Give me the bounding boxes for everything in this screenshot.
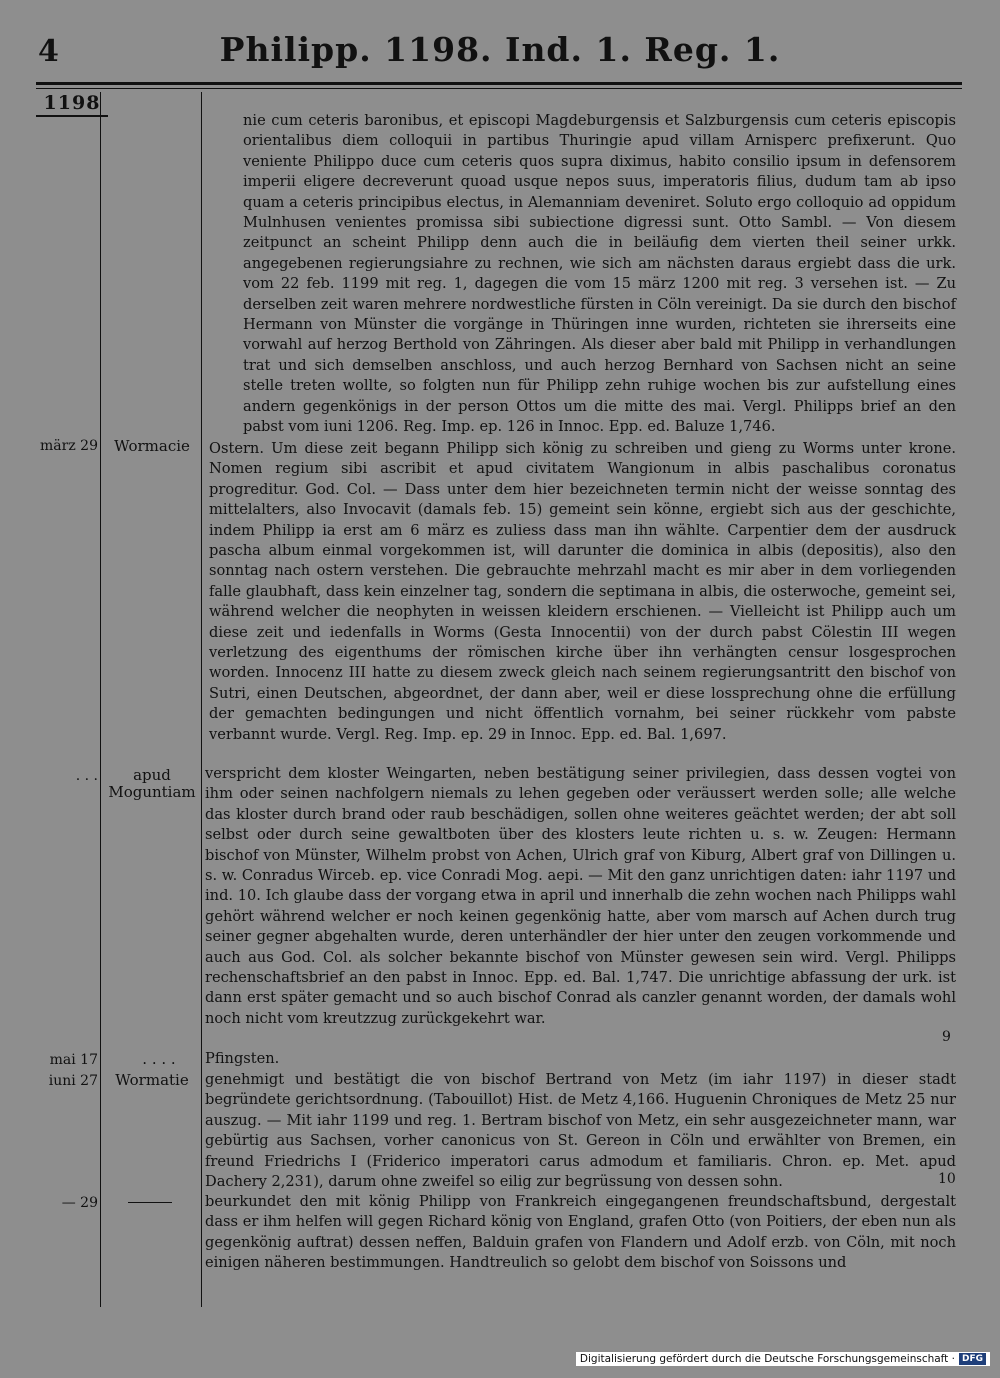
header-rule-thin bbox=[36, 88, 962, 89]
entry-text: Pfingsten. bbox=[205, 1050, 280, 1067]
entry-text-block bbox=[209, 439, 956, 745]
entry-text-block bbox=[205, 1070, 956, 1192]
running-title: Philipp. 1198. Ind. 1. Reg. 1. bbox=[219, 30, 781, 69]
entry-text-block bbox=[205, 1049, 956, 1069]
entry-place: Wormatie bbox=[115, 1071, 189, 1089]
entry-date: mai 17 bbox=[49, 1052, 98, 1068]
page-header bbox=[0, 30, 1000, 78]
entry-place: . . . . bbox=[142, 1050, 176, 1068]
entry-number: 10 bbox=[938, 1171, 956, 1187]
entry-continuation bbox=[243, 111, 956, 438]
entry-date: . . . bbox=[75, 768, 98, 784]
page-number: 4 bbox=[38, 34, 59, 69]
column-divider-place bbox=[201, 92, 202, 1307]
entry-date: märz 29 bbox=[40, 438, 98, 454]
entry-number: 9 bbox=[942, 1029, 951, 1045]
entry-text: genehmigt und bestätigt die von bischof Bertrand von Metz (im iahr 1197) in dieser stadt begründete gerichtsordnung. (Tabouillot) Hist. de Metz 4,166. Huguenin Chroniques de Metz 25 nur auszug. — Mit iahr 1199 und reg. 1. Bertram bischof von Metz, ein sehr ausgezeichneter mann, war gebürtig aus Sachsen, vorher canonicus von St. Gereon in Cöln und erwählter von Bremen, ein freund Friedrichs I (Friderico imperatori carus admodum et familiaris. Chron. ep. Met. apud Dachery 2,231), darum ohne zweifel so eilig zur begrüssung von dessen sohn. bbox=[205, 1071, 956, 1191]
header-rule-thick bbox=[36, 82, 962, 85]
entry-text: nie cum ceteris baronibus, et episcopi Magdeburgensis et Salzburgensis cum ceteris episcopis orientalibus diem colloquii in partibus Thuringie apud villam Arnisperc prefixerunt. Quo veniente Philippo duce cum ceteris quos supra diximus, habito consilio ipsum in defensorem imperii eligere decreverunt quoad usque nepos suus, imperatoris filius, dudum tam ab ipso quam a ceteris principibus electus, in Alemanniam deveniret. Soluto ergo colloquio ad oppidum Mulnhusen venientes promissa sibi subiectione digressi sunt. Otto Sambl. — Von diesem zeitpunct an scheint Philipp denn auch die in beiläufig dem vierten theil seiner urkk. angegebenen regierungsiahre zu rechnen, wie sich am nächsten daraus ergiebt dass die urk. vom 22 feb. 1199 mit reg. 1, dagegen die vom 15 märz 1200 mit reg. 3 versehen ist. — Zu derselben zeit waren mehrere nordwestliche fürsten in Cöln vereinigt. Da sie durch den bischof Hermann von Münster die vorgänge in Thüringen inne wurden, richteten sie ihrerseits eine vorwahl auf herzog Berthold von Zähringen. Als dieser aber bald mit Philipp in verhandlungen trat und sich demselben anschloss, und auch herzog Bernhard von Sachsen nicht an seine stelle treten wollte, so folgten nun für Philipp zehn ruhige wochen bis zur aufstellung eines andern gegenkönigs in der person Ottos um die mitte des mai. Vergl. Philipps brief an den pabst vom iuni 1206. Reg. Imp. ep. 126 in Innoc. Epp. ed. Baluze 1,746. bbox=[243, 112, 956, 436]
dfg-logo: DFG bbox=[959, 1353, 986, 1365]
entry-place: Wormacie bbox=[114, 437, 190, 455]
year-underline bbox=[36, 115, 108, 117]
footer-text: Digitalisierung gefördert durch die Deutsche Forschungsgemeinschaft · bbox=[579, 1353, 955, 1365]
entry-text-block bbox=[205, 764, 956, 1029]
entry-place: apud Moguntiam bbox=[108, 766, 196, 801]
entry-text-block bbox=[205, 1192, 956, 1274]
entry-date: — 29 bbox=[61, 1195, 98, 1211]
entry-text: beurkundet den mit könig Philipp von Frankreich eingegangenen freundschaftsbund, dergestalt dass er ihm helfen will gegen Richard könig von England, grafen Otto (von Poitiers, der eben nun als gegenkönig auftrat) dessen neffen, Balduin grafen von Flandern und Adolf erzb. von Cöln, mit noch einigen näheren bestimmungen. Handtreulich so gelobt dem bischof von Soissons und bbox=[205, 1193, 956, 1272]
entry-text: Ostern. Um diese zeit begann Philipp sich könig zu schreiben und gieng zu Worms unter krone. Nomen regium sibi ascribit et apud civitatem Wangionum in albis paschalibus coronatus progreditur. God. Col. — Dass unter dem hier bezeichneten termin nicht der weisse sonntag des mittelalters, also Invocavit (damals feb. 15) gemeint sein könne, ergiebt sich aus der geschichte, indem Philipp ia erst am 6 märz es zuliess dass man ihn wählte. Carpentier dem der ausdruck pascha album einmal vorgekommen ist, will darunter die dominica in albis (depositis), also den sonntag nach ostern verstehen. Die gebrauchte mehrzahl macht es mir aber in dem vorliegenden falle glaubhaft, dass kein einzelner tag, sondern die septimana in albis, die osterwoche, gemeint sei, während welcher die neophyten in weissen kleidern erschienen. — Vielleicht ist Philipp auch um diese zeit und iedenfalls in Worms (Gesta Innocentii) von der durch pabst Cölestin III wegen verletzung des eigenthums der römischen kirche über ihn verhängten censur losgesprochen worden. Innocenz III hatte zu diesem zweck gleich nach seinem regierungsantritt den bischof von Sutri, einen Deutschen, abgeordnet, der dann aber, weil er diese lossprechung ohne die erfüllung der gemachten bedingungen und nicht öffentlich vornahm, bei seiner rückkehr vom pabste verbannt wurde. Vergl. Reg. Imp. ep. 29 in Innoc. Epp. ed. Bal. 1,697. bbox=[209, 440, 956, 743]
digitization-footer bbox=[576, 1352, 990, 1366]
place-dash bbox=[128, 1202, 172, 1203]
entry-date: iuni 27 bbox=[48, 1073, 98, 1089]
column-divider-date bbox=[100, 92, 101, 1307]
entry-text: verspricht dem kloster Weingarten, neben bestätigung seiner privilegien, dass dessen vogtei von ihm oder seinen nachfolgern niemals zu lehen gegeben oder veräussert werden solle; alle welche das kloster durch brand oder raub beschädigen, sollen ohne weiteres geächtet werden; der abt soll selbst oder durch seine gewaltboten über des klosters leute richten u. s. w. Zeugen: Hermann bischof von Münster, Wilhelm probst von Achen, Ulrich graf von Kiburg, Albert graf von Dillingen u. s. w. Conradus Wirceb. ep. vice Conradi Mog. aepi. — Mit den ganz unrichtigen daten: iahr 1197 und ind. 10. Ich glaube dass der vorgang etwa in april und innerhalb die zehn wochen nach Philipps wahl gehört während welcher er noch keinen gegenkönig hatte, aber vom marsch auf Achen durch trug seiner gegner abgehalten wurde, deren unterhändler der hier unter den zeugen vorkommende und auch aus God. Col. als solcher bekannte bischof von Münster gewesen sein wird. Vergl. Philipps rechenschaftsbrief an den pabst in Innoc. Epp. ed. Bal. 1,747. Die unrichtige abfassung der urk. ist dann erst später gemacht und so auch bischof Conrad als canzler genannt worden, der damals wohl noch nicht vom kreutzzug zurückgekehrt war. bbox=[205, 765, 956, 1027]
margin-year: 1198 bbox=[43, 92, 101, 114]
